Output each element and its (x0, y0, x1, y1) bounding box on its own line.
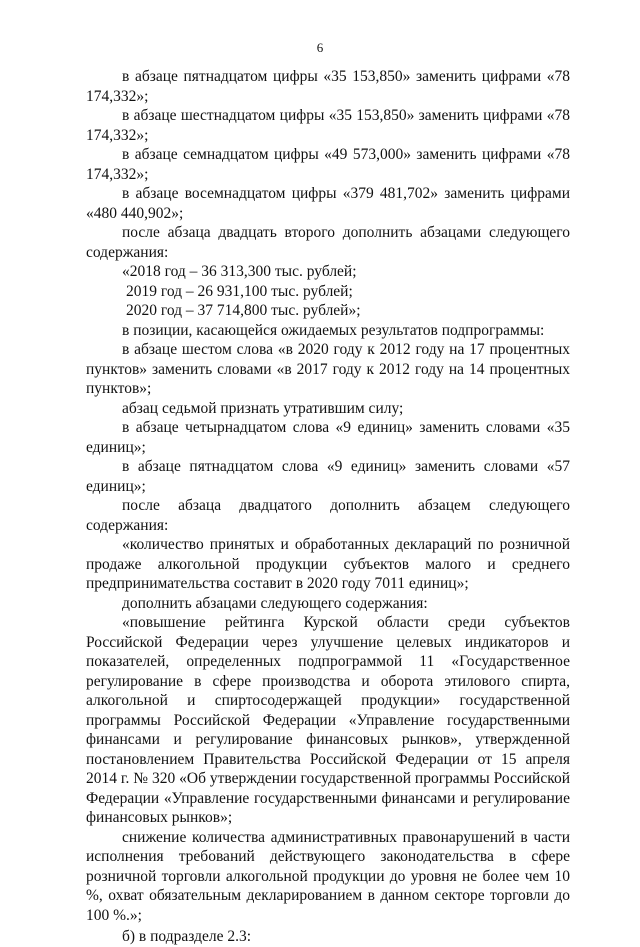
document-body (86, 67, 570, 947)
paragraph: в абзаце восемнадцатом цифры «379 481,702» заменить цифрами «480 440,902»; (86, 185, 570, 222)
paragraph: в абзаце четырнадцатом слова «9 единиц» заменить словами «35 единиц»; (86, 419, 570, 456)
paragraph: абзац седьмой признать утратившим силу; (122, 399, 404, 417)
list-line: 2020 год – 37 714,800 тыс. рублей»; (126, 302, 361, 319)
paragraph: дополнить абзацами следующего содержания: (122, 594, 428, 612)
list-line: 2019 год – 26 931,100 тыс. рублей; (126, 282, 353, 300)
paragraph: в позиции, касающейся ожидаемых результатов подпрограммы: (122, 321, 545, 339)
paragraph: в абзаце пятнадцатом слова «9 единиц» заменить словами «57 единиц»; (86, 458, 570, 495)
list-line: «2018 год – 36 313,300 тыс. рублей; (122, 263, 357, 280)
paragraph: в абзаце шестом слова «в 2020 году к 2012 году на 17 процентных пунктов» заменить словами «в 2017 году к 2012 году на 14 процентных пунктов»; (86, 341, 570, 397)
paragraph: в абзаце шестнадцатом цифры «35 153,850» заменить цифрами «78 174,332»; (86, 107, 570, 144)
paragraph: после абзаца двадцатого дополнить абзацем следующего содержания: (86, 497, 570, 534)
paragraph: в абзаце семнадцатом цифры «49 573,000» заменить цифрами «78 174,332»; (86, 146, 570, 183)
page-number: 6 (316, 40, 324, 55)
paragraph: снижение количества административных правонарушений в части исполнения требований действующего законодательства в сфере розничной торговли алкогольной продукции до уровня не более чем 10 %, охват обязательным декларированием в данном секторе торговли до 100 %.»; (86, 828, 570, 924)
paragraph: в абзаце пятнадцатом цифры «35 153,850» заменить цифрами «78 174,332»; (86, 68, 570, 105)
paragraph: «количество принятых и обработанных деклараций по розничной продаже алкогольной продукции субъектов малого и среднего предпринимательства составит в 2020 году 7011 единиц»; (86, 536, 570, 592)
paragraph: б) в подразделе 2.3: (122, 928, 252, 945)
paragraph: «повышение рейтинга Курской области среди субъектов Российской Федерации через улучшение целевых индикаторов и показателей, определенных подпрограммой 11 «Государственное регулирование в сфере производства и оборота этилового спирта, алкогольной и спиртосодержащей продукции» государственной программы Российской Федерации «Управление государственными финансами и регулирование финансовых рынков», утвержденной постановлением Правительства Российской Федерации от 15 апреля 2014 г. № 320 «Об утверждении государственной программы Российской Федерации «Управление государственными финансами и регулирование финансовых рынков»; (86, 614, 570, 826)
paragraph: после абзаца двадцать второго дополнить абзацами следующего содержания: (86, 224, 570, 261)
